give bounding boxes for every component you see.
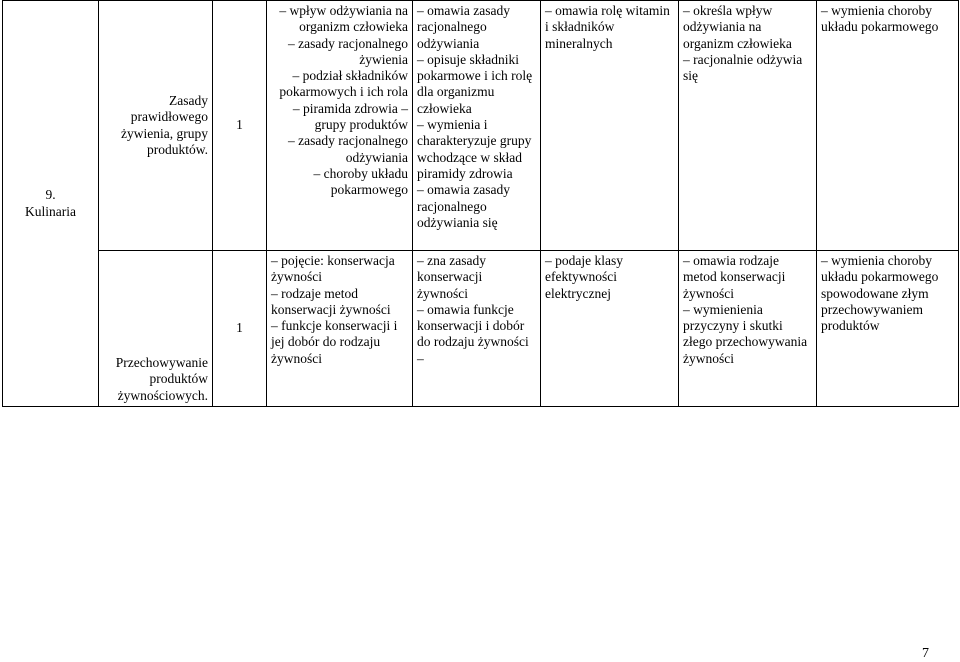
specific-requirements-cell (679, 1, 817, 251)
basic-requirements-cell (413, 1, 541, 251)
requirement-item: – wymienienia przyczyny i skutki złego przechowywania żywności (683, 302, 812, 367)
hours-value: 1 (236, 117, 243, 133)
requirement-item: – omawia funkcje konserwacji i dobór do rodzaju żywności (417, 302, 536, 351)
contents-cell (267, 251, 413, 407)
requirement-item: – podaje klasy efektywności elektrycznej (545, 253, 674, 302)
requirement-item: – wymienia i charakteryzuje grupy wchodzące w skład piramidy zdrowia (417, 117, 536, 182)
extra-requirements-cell (817, 1, 959, 251)
extra-requirements-cell (817, 251, 959, 407)
content-item: – zasady racjonalnego żywienia (271, 36, 408, 69)
topic-text: Przechowywanie produktów żywnościowych. (115, 355, 208, 403)
topic-text: Zasady prawidłowego żywienia, grupy produktów. (121, 92, 208, 157)
hours-cell (213, 251, 267, 407)
content-item: – zasady racjonalnego odżywiania (271, 133, 408, 166)
requirement-item: – omawia rolę witamin i składników mineralnych (545, 3, 674, 52)
content-item: – rodzaje metod konserwacji żywności (271, 286, 408, 319)
requirement-item: – omawia zasady racjonalnego odżywiania (417, 3, 536, 52)
section-number: 9. (45, 187, 56, 203)
section-cell (3, 1, 99, 407)
content-item: – choroby układu pokarmowego (271, 166, 408, 199)
table-row (3, 251, 959, 407)
requirement-item: – omawia rodzaje metod konserwacji żywności (683, 253, 812, 302)
content-item: – wpływ odżywiania na organizm człowieka (271, 3, 408, 36)
section-name: Kulinaria (25, 203, 76, 219)
extended-requirements-cell (541, 1, 679, 251)
hours-cell (213, 1, 267, 251)
requirement-item: – racjonalnie odżywia się (683, 52, 812, 85)
requirement-item (417, 351, 536, 367)
curriculum-table (2, 0, 959, 407)
requirement-item: – omawia zasady racjonalnego odżywiania się (417, 182, 536, 231)
content-item: – piramida zdrowia – grupy produktów (271, 101, 408, 134)
hours-value: 1 (236, 320, 243, 336)
topic-cell (99, 251, 213, 407)
specific-requirements-cell (679, 251, 817, 407)
content-item: – podział składników pokarmowych i ich rola (271, 68, 408, 101)
basic-requirements-cell (413, 251, 541, 407)
content-item: – pojęcie: konserwacja żywności (271, 253, 408, 286)
requirement-item: – wymienia choroby układu pokarmowego spowodowane złym przechowywaniem produktów (821, 253, 954, 334)
contents-cell (267, 1, 413, 251)
requirement-item: – wymienia choroby układu pokarmowego (821, 3, 954, 36)
topic-cell (99, 1, 213, 251)
requirement-item: – opisuje składniki pokarmowe i ich rolę dla organizmu człowieka (417, 52, 536, 117)
requirement-item: – zna zasady konserwacji żywności (417, 253, 536, 302)
table-row (3, 1, 959, 251)
requirement-item: – określa wpływ odżywiania na organizm człowieka (683, 3, 812, 52)
extended-requirements-cell (541, 251, 679, 407)
content-item: – funkcje konserwacji i jej dobór do rodzaju żywności (271, 318, 408, 367)
page-number: 7 (922, 646, 929, 661)
